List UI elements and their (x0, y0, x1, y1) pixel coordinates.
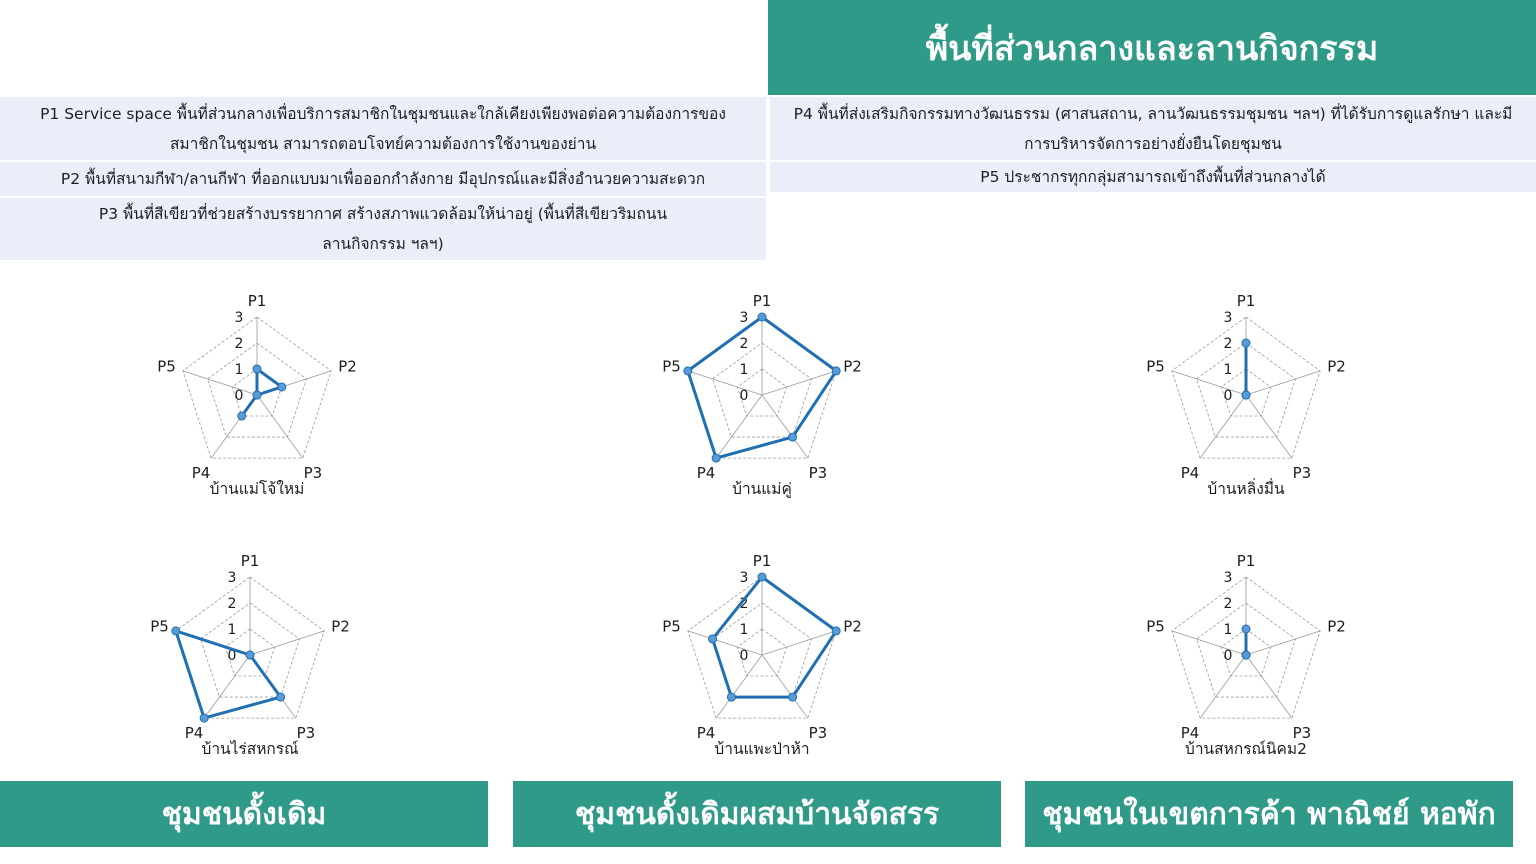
axis-label: P3 (1292, 723, 1312, 742)
radar-chart (157, 292, 357, 498)
axis-label: P4 (191, 463, 211, 482)
axis-label: P2 (331, 617, 350, 636)
tick-label: 3 (739, 570, 749, 586)
category-label: ชุมชนดั้งเดิมผสมบ้านจัดสรร (574, 796, 940, 832)
chart-title: บ้านแม่โจ้ใหม่ (209, 480, 305, 498)
axis-label: P5 (150, 617, 169, 636)
axis-label: P1 (240, 551, 260, 570)
tick-label: 0 (234, 388, 244, 404)
axis-spoke (688, 371, 762, 395)
axis-spoke (1246, 395, 1292, 458)
tick-label: 2 (739, 336, 749, 352)
axis-spoke (1246, 655, 1292, 718)
data-point (684, 367, 692, 375)
category-banner-commercial (1025, 781, 1513, 847)
p4-description-line: P4 พื้นที่ส่งเสริมกิจกรรมทางวัฒนธรรม (ศาสนสถาน, ลานวัฒนธรรมชุมชน ฯลฯ) ที่ได้รับการดูแลรักษา และมี (793, 104, 1513, 123)
axis-label: P4 (1180, 723, 1200, 742)
tick-label: 2 (1223, 336, 1233, 352)
tick-label: 3 (739, 310, 749, 326)
data-point (832, 627, 840, 635)
axis-spoke (688, 631, 762, 655)
data-point (200, 714, 208, 722)
data-point (1242, 625, 1250, 633)
tick-label: 0 (739, 388, 749, 404)
chart-title: บ้านแม่คู่ (732, 480, 792, 498)
data-point (712, 454, 720, 462)
data-point (253, 391, 261, 399)
data-point (758, 573, 766, 581)
axis-spoke (1200, 395, 1246, 458)
axis-label: P3 (1292, 463, 1312, 482)
axis-label: P5 (1146, 617, 1165, 636)
axis-spoke (183, 371, 257, 395)
axis-spoke (762, 371, 836, 395)
p1-description-line: P1 Service space พื้นที่ส่วนกลางเพื่อบริการสมาชิกในชุมชนและใกล้เคียงเพียงพอต่อความต้องการของ (40, 104, 726, 123)
tick-label: 3 (227, 570, 237, 586)
section-title: พื้นที่ส่วนกลางและลานกิจกรรม (925, 28, 1379, 69)
chart-title: บ้านไร่สหกรณ์ (201, 740, 299, 758)
tick-label: 1 (1223, 362, 1233, 378)
tick-label: 2 (1223, 596, 1233, 612)
data-point (238, 412, 246, 420)
tick-label: 0 (1223, 648, 1233, 664)
axis-label: P4 (696, 723, 716, 742)
radar-chart (1146, 292, 1346, 498)
axis-label: P4 (1180, 463, 1200, 482)
axis-label: P5 (662, 357, 681, 376)
axis-spoke (1246, 631, 1320, 655)
data-point (789, 433, 797, 441)
axis-spoke (1172, 631, 1246, 655)
tick-label: 1 (1223, 622, 1233, 638)
category-label: ชุมชนดั้งเดิม (161, 796, 327, 832)
category-banner-traditional (0, 781, 488, 847)
tick-label: 0 (227, 648, 237, 664)
axis-label: P3 (808, 723, 828, 742)
p1-description-line: สมาชิกในชุมชน สามารถตอบโจทย์ความต้องการใช้งานของย่าน (169, 134, 597, 153)
axis-label: P1 (1236, 291, 1256, 310)
category-banner-mixed (513, 781, 1001, 847)
axis-label: P2 (1327, 357, 1346, 376)
axis-spoke (762, 631, 836, 655)
p4-description-line: การบริหารจัดการอย่างยั่งยืนโดยชุมชน (1024, 134, 1282, 153)
radar-chart (662, 552, 862, 758)
tick-label: 1 (739, 622, 749, 638)
axis-label: P2 (843, 357, 862, 376)
data-point (246, 651, 254, 659)
radar-chart (662, 292, 862, 499)
axis-label: P1 (752, 551, 772, 570)
tick-label: 2 (227, 596, 237, 612)
data-point (1242, 339, 1250, 347)
axis-label: P4 (696, 463, 716, 482)
data-point (172, 627, 180, 635)
axis-label: P2 (1327, 617, 1346, 636)
axis-label: P5 (662, 617, 681, 636)
axis-spoke (1246, 371, 1320, 395)
axis-label: P3 (296, 723, 316, 742)
axis-label: P1 (752, 291, 772, 310)
axis-label: P2 (338, 357, 357, 376)
tick-label: 3 (1223, 310, 1233, 326)
chart-title: บ้านหลิ่งมื่น (1207, 480, 1285, 498)
tick-label: 3 (1223, 570, 1233, 586)
data-point (277, 693, 285, 701)
data-point (1242, 391, 1250, 399)
axis-label: P3 (808, 463, 828, 482)
series-line (176, 631, 281, 718)
tick-label: 2 (234, 336, 244, 352)
axis-label: P1 (1236, 551, 1256, 570)
axis-label: P4 (184, 723, 204, 742)
tick-label: 0 (739, 648, 749, 664)
data-point (278, 383, 286, 391)
category-label: ชุมชนในเขตการค้า พาณิชย์ หอพัก (1042, 796, 1496, 832)
chart-title: บ้านสหกรณ์นิคม2 (1185, 740, 1307, 758)
chart-title: บ้านแพะป่าห้า (714, 740, 810, 758)
radar-chart (1146, 552, 1346, 758)
axis-label: P5 (1146, 357, 1165, 376)
tick-label: 1 (234, 362, 244, 378)
data-point (253, 365, 261, 373)
axis-spoke (257, 395, 303, 458)
axis-label: P2 (843, 617, 862, 636)
axis-label: P5 (157, 357, 176, 376)
tick-label: 3 (234, 310, 244, 326)
data-point (832, 367, 840, 375)
axis-spoke (1200, 655, 1246, 718)
p3-description-line: ลานกิจกรรม ฯลฯ) (322, 235, 444, 253)
axis-spoke (250, 631, 324, 655)
data-point (758, 313, 766, 321)
tick-label: 1 (227, 622, 237, 638)
p2-description-line: P2 พื้นที่สนามกีฬา/ลานกีฬา ที่ออกแบบมาเพื่อออกกำลังกาย มีอุปกรณ์และมีสิ่งอำนวยความสะดวก (60, 170, 706, 188)
p3-description-line: P3 พื้นที่สีเขียวที่ช่วยสร้างบรรยากาศ สร้างสภาพแวดล้อมให้น่าอยู่ (พื้นที่สีเขียวริมถนน (98, 205, 668, 223)
data-point (709, 635, 717, 643)
axis-spoke (716, 655, 762, 718)
data-point (1242, 651, 1250, 659)
axis-label: P1 (247, 291, 267, 310)
tick-label: 2 (739, 596, 749, 612)
tick-label: 1 (739, 362, 749, 378)
radar-chart (150, 552, 350, 758)
tick-label: 0 (1223, 388, 1233, 404)
data-point (789, 693, 797, 701)
axis-spoke (1172, 371, 1246, 395)
data-point (727, 693, 735, 701)
p5-description-line: P5 ประชากรทุกกลุ่มสามารถเข้าถึงพื้นที่ส่วนกลางได้ (980, 168, 1326, 186)
axis-label: P3 (303, 463, 323, 482)
